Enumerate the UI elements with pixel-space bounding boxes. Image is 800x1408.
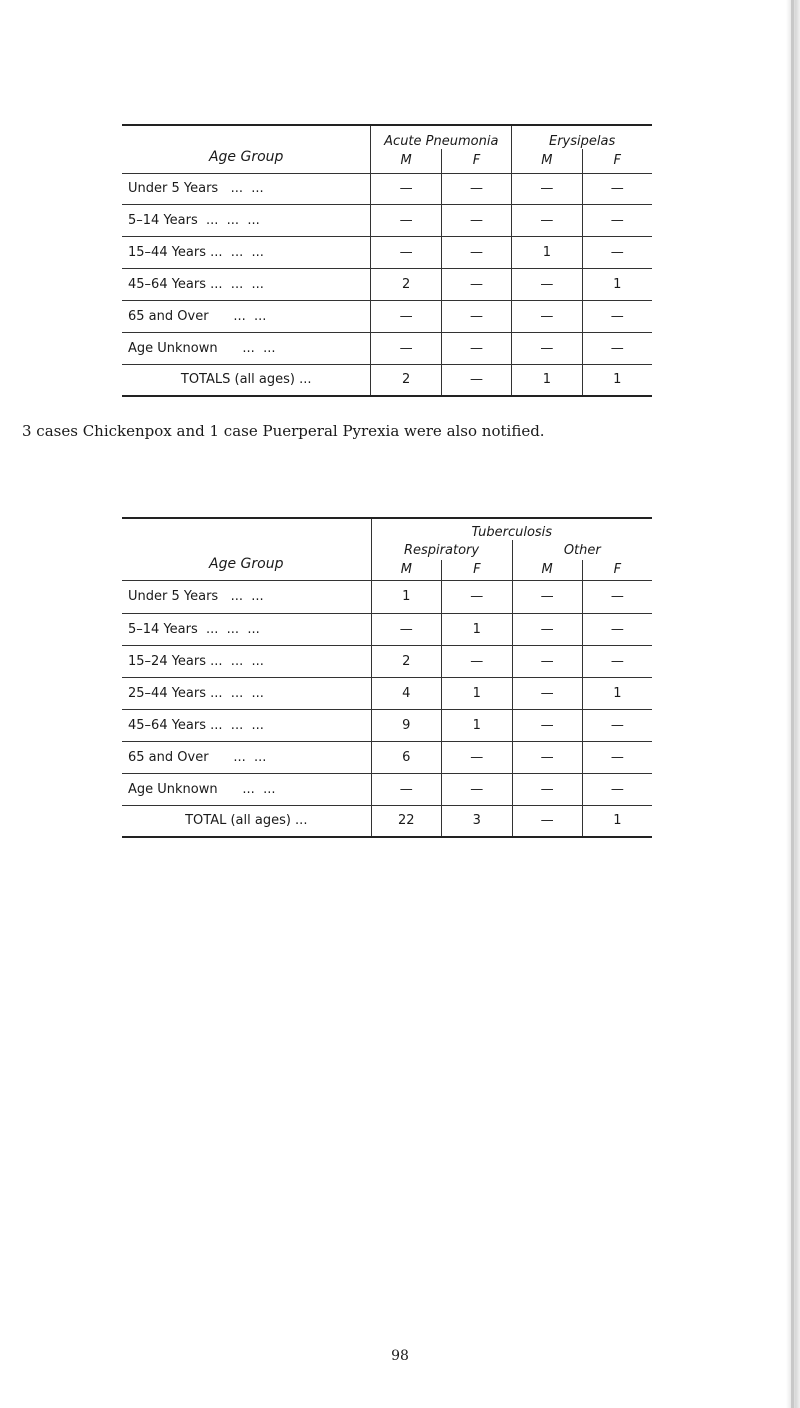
cell: — — [371, 300, 441, 332]
row-label: 15–24 Years ... ... ... — [128, 653, 264, 669]
row-label: Age Unknown ... ... — [128, 781, 276, 797]
cell: — — [582, 300, 652, 332]
cell: 2 — [371, 645, 442, 677]
col-acute-pneumonia: Acute Pneumonia — [371, 125, 512, 149]
cell: — — [582, 580, 652, 613]
page-number: 98 — [391, 1348, 409, 1364]
cell: — — [512, 645, 582, 677]
cell: — — [512, 332, 582, 364]
total-cell: 1 — [512, 364, 582, 396]
row-label: 45–64 Years ... ... ... — [128, 717, 264, 733]
table-row — [122, 268, 652, 300]
total-row — [122, 364, 652, 396]
cell: — — [582, 709, 652, 741]
cell: — — [512, 300, 582, 332]
cell: — — [582, 204, 652, 236]
table-row — [122, 677, 652, 709]
table-row — [122, 613, 652, 645]
cell: — — [512, 741, 582, 773]
cell: — — [582, 236, 652, 268]
total-cell: 1 — [582, 805, 652, 837]
cell: — — [442, 645, 512, 677]
table-row — [122, 204, 652, 236]
col-respiratory: Respiratory — [371, 540, 512, 560]
cell: 1 — [442, 709, 512, 741]
total-row — [122, 805, 652, 837]
row-label: 25–44 Years ... ... ... — [128, 685, 264, 701]
page-edge-shadow — [791, 0, 794, 1408]
cell: — — [582, 773, 652, 805]
table-row — [122, 236, 652, 268]
cell: — — [582, 613, 652, 645]
total-cell: — — [441, 364, 511, 396]
cell: — — [582, 645, 652, 677]
cell: 1 — [442, 677, 512, 709]
table-row — [122, 741, 652, 773]
cell: — — [442, 741, 512, 773]
cell: — — [512, 613, 582, 645]
cell: — — [512, 580, 582, 613]
cell: — — [371, 613, 442, 645]
sub-f: F — [441, 149, 511, 173]
notification-note: 3 cases Chickenpox and 1 case Puerperal Pyrexia were also notified. — [22, 422, 545, 440]
cell: — — [441, 300, 511, 332]
cell: — — [442, 773, 512, 805]
total-cell: 2 — [371, 364, 441, 396]
cell: — — [512, 709, 582, 741]
total-label: TOTAL (all ages) ... — [185, 813, 308, 829]
table-row — [122, 709, 652, 741]
row-label: Under 5 Years ... ... — [128, 181, 264, 196]
row-label: Under 5 Years ... ... — [128, 589, 264, 604]
cell: 4 — [371, 677, 442, 709]
total-cell: 1 — [582, 364, 652, 396]
sub-f: F — [582, 149, 652, 173]
row-label: Age Unknown ... ... — [128, 340, 276, 356]
row-label: 65 and Over ... ... — [128, 308, 267, 324]
table-row — [122, 300, 652, 332]
cell: — — [441, 268, 511, 300]
cell: — — [441, 173, 511, 204]
col-erysipelas: Erysipelas — [512, 125, 652, 149]
cell: — — [512, 268, 582, 300]
cell: — — [512, 204, 582, 236]
total-label: TOTALS (all ages) ... — [180, 372, 312, 388]
tuberculosis-table — [122, 517, 652, 838]
sub-f: F — [442, 560, 512, 580]
cell: — — [512, 677, 582, 709]
notifications-table — [122, 124, 652, 397]
col-tuberculosis: Tuberculosis — [371, 518, 652, 540]
cell: — — [371, 204, 441, 236]
cell: 1 — [442, 613, 512, 645]
cell: — — [582, 173, 652, 204]
table-row — [122, 332, 652, 364]
cell: 6 — [371, 741, 442, 773]
cell: — — [441, 332, 511, 364]
table-row — [122, 773, 652, 805]
total-cell: 3 — [442, 805, 512, 837]
total-cell: 22 — [371, 805, 442, 837]
cell: — — [371, 173, 441, 204]
col-age-group: Age Group — [209, 555, 284, 572]
cell: 2 — [371, 268, 441, 300]
row-label: 15–44 Years ... ... ... — [128, 244, 264, 260]
col-other: Other — [512, 540, 652, 560]
table-row — [122, 173, 652, 204]
total-cell: — — [512, 805, 582, 837]
cell: 1 — [582, 677, 652, 709]
cell: 1 — [512, 236, 582, 268]
cell: 1 — [582, 268, 652, 300]
cell: — — [371, 236, 441, 268]
cell: — — [441, 236, 511, 268]
cell: — — [582, 332, 652, 364]
cell: — — [442, 580, 512, 613]
sub-m: M — [371, 149, 441, 173]
cell: — — [371, 773, 442, 805]
cell: 1 — [371, 580, 442, 613]
row-label: 5–14 Years ... ... ... — [128, 212, 260, 228]
row-label: 5–14 Years ... ... ... — [128, 621, 260, 637]
row-label: 65 and Over ... ... — [128, 749, 267, 765]
cell: — — [582, 741, 652, 773]
cell: — — [441, 204, 511, 236]
sub-m: M — [512, 149, 582, 173]
cell: 9 — [371, 709, 442, 741]
row-label: 45–64 Years ... ... ... — [128, 276, 264, 292]
cell: — — [371, 332, 441, 364]
sub-f: F — [582, 560, 652, 580]
sub-m: M — [371, 560, 442, 580]
col-age-group: Age Group — [208, 148, 284, 165]
cell: — — [512, 173, 582, 204]
cell: — — [512, 773, 582, 805]
table-row — [122, 645, 652, 677]
sub-m: M — [512, 560, 582, 580]
table-row — [122, 580, 652, 613]
